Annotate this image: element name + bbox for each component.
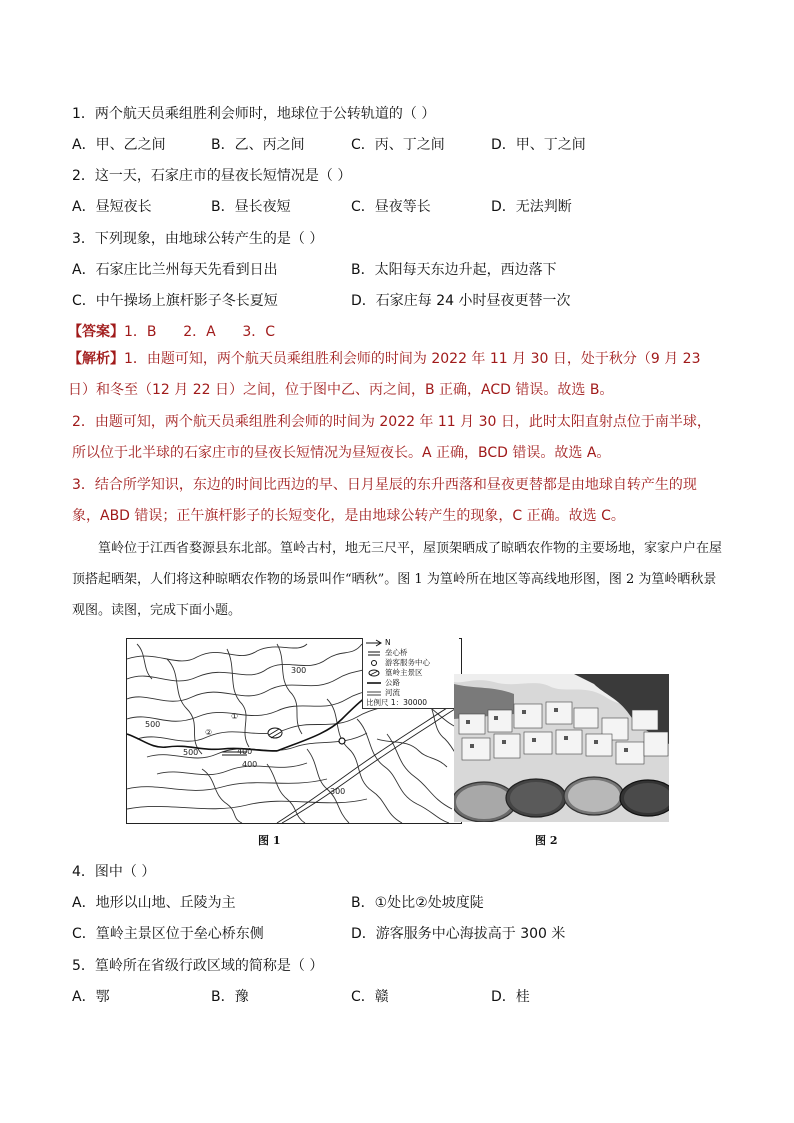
q2-option-d[interactable]: D．无法判断 [491, 199, 572, 215]
figure2-caption: 图 2 [535, 834, 558, 847]
q5-option-c[interactable]: C．赣 [351, 989, 389, 1005]
contour-line [127, 644, 362, 681]
analysis-p3: 3．结合所学知识，东边的时间比西边的早、日月星辰的东升西落和昼夜更替都是由地球自转产生的现象，ABD 错误；正午旗杆影子的长短变化，是由地球公转产生的现象，C 正确。故选 C。 [72, 477, 697, 524]
q3-option-b[interactable]: B．太阳每天东边升起，西边落下 [351, 262, 557, 278]
q4-stem: 4．图中（ ） [72, 864, 156, 880]
answer-tag: 【答案】 [68, 324, 124, 340]
contour-line [147, 733, 367, 758]
legend-visitor-center: 游客服务中心 [363, 658, 459, 668]
marker-2: ② [205, 728, 213, 737]
contour-line [127, 799, 367, 809]
analysis-p1 [68, 344, 724, 406]
legend-scale: 比例尺 1：30000 [366, 698, 428, 707]
contour-line [357, 719, 449, 823]
q1-option-b[interactable]: B．乙、丙之间 [211, 137, 305, 153]
road-icon [366, 679, 382, 687]
q1-stem: 1．两个航天员乘组胜利会师时，地球位于公转轨道的（ ） [72, 106, 436, 122]
material-paragraph: 篁岭位于江西省婺源县东北部。篁岭古村，地无三尺平，屋顶架晒成了晾晒农作物的主要场地，家家户户在屋顶搭起晒架，人们将这种晾晒农作物的场景叫作“晒秋”。图 1 为篁岭所在地区等高线地形图，图 2 为篁岭晒秋景观图。读图，完成下面小题。 [72, 541, 723, 618]
q2-option-a[interactable]: A．昼短夜长 [72, 199, 152, 215]
contour-line [267, 764, 305, 823]
analysis-p1-text: 1．由题可知，两个航天员乘组胜利会师的时间为 2022 年 11 月 30 日，处于秋分（9 月 23 日）和冬至（12 月 22 日）之间，位于图中乙、丙之间，B 正确，ACD 错误。故选 B。 [68, 351, 701, 398]
contour-line [327, 699, 402, 823]
legend-scenic-area: 篁岭主景区 [363, 668, 459, 678]
legend-road: 公路 [363, 678, 459, 688]
contour-line [202, 769, 242, 823]
q3-option-c[interactable]: C．中午操场上旗杆影子冬长夏短 [72, 293, 278, 309]
contour-label-500a: 500 [145, 720, 161, 729]
contour-label-300: 300 [291, 666, 307, 675]
legend-river: 河流 [363, 688, 459, 698]
contour-label-400b: 400 [242, 760, 258, 769]
q1-option-d[interactable]: D．甲、丁之间 [491, 137, 586, 153]
contour-label-500b: 500 [183, 748, 199, 757]
map-legend [362, 638, 459, 709]
q3-stem: 3．下列现象，由地球公转产生的是（ ） [72, 231, 324, 247]
q2-option-c[interactable]: C．昼夜等长 [351, 199, 431, 215]
answer-text: 1．B 2．A 3．C [124, 324, 276, 340]
village-photo-illustration [454, 674, 669, 822]
answer-line [68, 322, 275, 342]
river-icon [366, 689, 382, 697]
bridge-icon [366, 649, 382, 657]
q1-option-a[interactable]: A．甲、乙之间 [72, 137, 166, 153]
q3-option-a[interactable]: A．石家庄比兰州每天先看到日出 [72, 262, 278, 278]
q5-stem: 5．篁岭所在省级行政区域的简称是（ ） [72, 958, 324, 974]
contour-line [137, 644, 152, 679]
contour-line [277, 644, 302, 734]
q2-option-b[interactable]: B．昼长夜短 [211, 199, 291, 215]
river [277, 699, 461, 823]
q3-option-d[interactable]: D．石家庄每 24 小时昼夜更替一次 [351, 293, 571, 309]
q5-option-b[interactable]: B．豫 [211, 989, 249, 1005]
visitor-center-symbol [339, 738, 345, 744]
scenic-area-icon [366, 669, 382, 677]
figure2-photo [454, 674, 669, 822]
q5-option-d[interactable]: D．桂 [491, 989, 530, 1005]
q1-option-c[interactable]: C．丙、丁之间 [351, 137, 445, 153]
legend-north: N [363, 638, 459, 648]
q2-stem: 2．这一天，石家庄市的昼夜长短情况是（ ） [72, 168, 352, 184]
q4-option-a[interactable]: A．地形以山地、丘陵为主 [72, 895, 236, 911]
q4-option-d[interactable]: D．游客服务中心海拔高于 300 米 [351, 926, 566, 942]
contour-line [307, 749, 349, 823]
contour-label-300b: 300 [330, 787, 346, 796]
contour-label-400: 400 [237, 747, 253, 756]
q4-option-b[interactable]: B．①处比②处坡度陡 [351, 895, 484, 911]
legend-bridge: 垒心桥 [363, 648, 459, 658]
analysis-tag: 【解析】 [68, 351, 124, 367]
visitor-center-icon [366, 659, 382, 667]
contour-line [127, 779, 327, 790]
contour-line [387, 734, 452, 809]
analysis-p2: 2．由题可知，两个航天员乘组胜利会师的时间为 2022 年 11 月 30 日，此时太阳直射点位于南半球，所以位于北半球的石家庄市的昼夜长短情况为昼短夜长。A 正确，BCD 错误。故选 A。 [72, 414, 711, 461]
figure1-caption: 图 1 [258, 834, 281, 847]
contour-line [127, 677, 399, 721]
contour-line [157, 763, 307, 775]
q5-option-a[interactable]: A．鄂 [72, 989, 110, 1005]
q4-option-c[interactable]: C．篁岭主景区位于垒心桥东侧 [72, 926, 264, 942]
north-arrow-icon [366, 639, 382, 647]
marker-1: ① [231, 712, 239, 721]
